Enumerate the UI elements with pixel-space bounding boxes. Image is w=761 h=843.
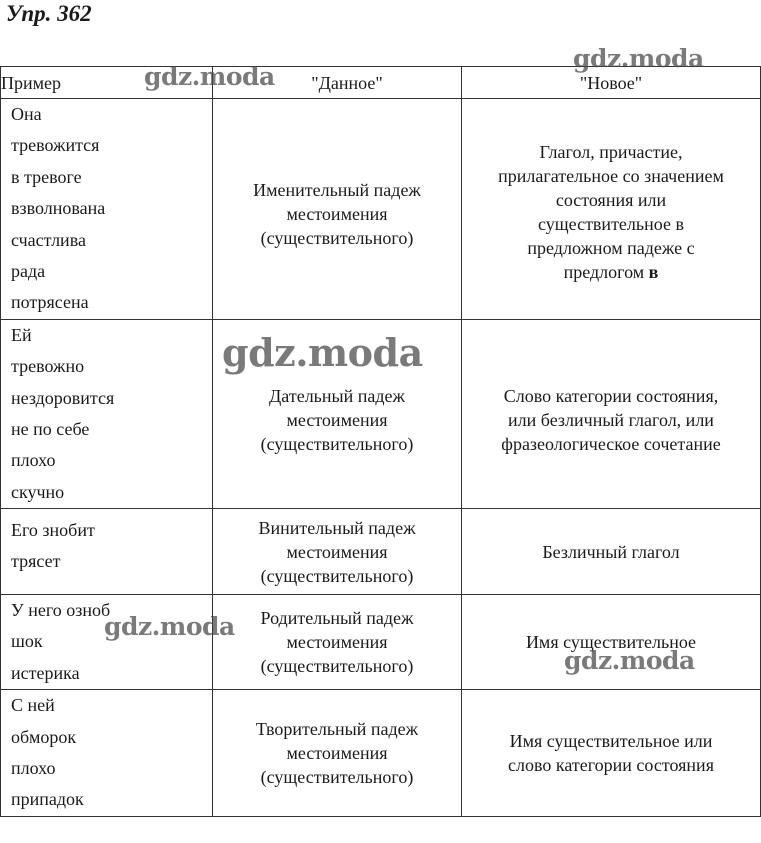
given-cell <box>213 509 462 595</box>
example-word: Она <box>11 104 42 124</box>
table-row <box>1 319 761 508</box>
new-line: слово категории состояния <box>508 755 714 776</box>
example-word: взволнована <box>11 198 106 219</box>
example-word: потрясена <box>11 292 89 313</box>
new-line: существительное в <box>538 213 684 234</box>
example-word: плохо <box>11 450 56 471</box>
given-line: Именительный падеж <box>253 179 421 200</box>
new-cell <box>462 319 761 508</box>
given-line: Творительный падеж <box>255 719 419 740</box>
new-line: Слово категории состояния, <box>503 385 719 406</box>
header-example: Пример <box>1 67 213 99</box>
watermark: gdz.moda <box>573 44 704 73</box>
new-line: Безличный глагол <box>542 541 680 562</box>
given-line: (существительного) <box>260 565 414 586</box>
grammar-table <box>0 66 761 817</box>
new-line: или безличный глагол, или <box>508 409 714 430</box>
header-row <box>1 67 761 99</box>
given-cell <box>213 99 462 320</box>
given-line: местоимения <box>286 409 388 430</box>
new-cell <box>462 690 761 817</box>
new-line: Глагол, причастие, <box>539 141 683 162</box>
example-word: трясет <box>11 551 61 572</box>
example-word: плохо <box>11 758 56 779</box>
example-word: Ей <box>11 324 32 345</box>
new-line-prefix: предлогом <box>563 261 649 282</box>
table-row <box>1 509 761 595</box>
new-line <box>470 260 752 284</box>
new-line: Имя существительное или <box>509 731 713 752</box>
given-line: Винительный падеж <box>258 517 416 538</box>
example-word: Его знобит <box>11 520 95 541</box>
given-line: (существительного) <box>260 656 414 677</box>
example-word: рада <box>11 260 46 281</box>
header-given: "Данное" <box>213 67 462 99</box>
example-word: в тревоге <box>11 166 82 187</box>
given-line: местоимения <box>286 743 388 764</box>
new-line: состояния или <box>555 189 667 210</box>
example-word: тревожится <box>11 135 100 156</box>
given-line: Дательный падеж <box>269 385 405 406</box>
watermark: gdz.moda <box>104 612 235 641</box>
table-row <box>1 595 761 690</box>
table-row <box>1 690 761 817</box>
new-cell <box>462 595 761 690</box>
example-word: счастлива <box>11 229 86 250</box>
given-cell <box>213 319 462 508</box>
new-line: прилагательное со значением <box>498 165 724 186</box>
example-word: У него озноб <box>11 600 111 621</box>
table-row <box>1 99 761 320</box>
example-word: тревожно <box>11 356 85 377</box>
given-line: (существительного) <box>260 767 414 788</box>
examples-cell <box>1 690 213 817</box>
example-word: припадок <box>11 789 84 810</box>
new-line: предложном падеже с <box>527 237 695 258</box>
example-word: истерика <box>11 662 80 683</box>
example-word: С ней <box>11 695 55 716</box>
given-line: местоимения <box>286 203 388 224</box>
examples-cell <box>1 319 213 508</box>
new-line: Имя существительное <box>525 632 697 653</box>
example-word: скучно <box>11 481 65 502</box>
example-word: не по себе <box>11 418 90 439</box>
watermark: gdz.moda <box>564 646 695 675</box>
watermark: gdz.moda <box>144 62 275 91</box>
given-line: местоимения <box>286 541 388 562</box>
example-word: обморок <box>11 726 77 747</box>
example-word: нездоровится <box>11 387 115 408</box>
given-line: (существительного) <box>260 227 414 248</box>
new-line: фразеологическое сочетание <box>501 433 721 454</box>
given-cell <box>213 690 462 817</box>
given-line: местоимения <box>286 632 388 653</box>
examples-cell <box>1 509 213 595</box>
preposition-bold: в <box>648 261 659 282</box>
header-new: "Новое" <box>462 67 761 99</box>
given-cell <box>213 595 462 690</box>
given-line: (существительного) <box>260 433 414 454</box>
new-cell <box>462 99 761 320</box>
examples-cell <box>1 99 213 320</box>
watermark: gdz.moda <box>222 330 423 375</box>
examples-cell <box>1 595 213 690</box>
example-word: шок <box>11 631 43 652</box>
new-cell <box>462 509 761 595</box>
given-line: Родительный падеж <box>260 608 414 629</box>
exercise-title: Упр. 362 <box>6 1 92 26</box>
